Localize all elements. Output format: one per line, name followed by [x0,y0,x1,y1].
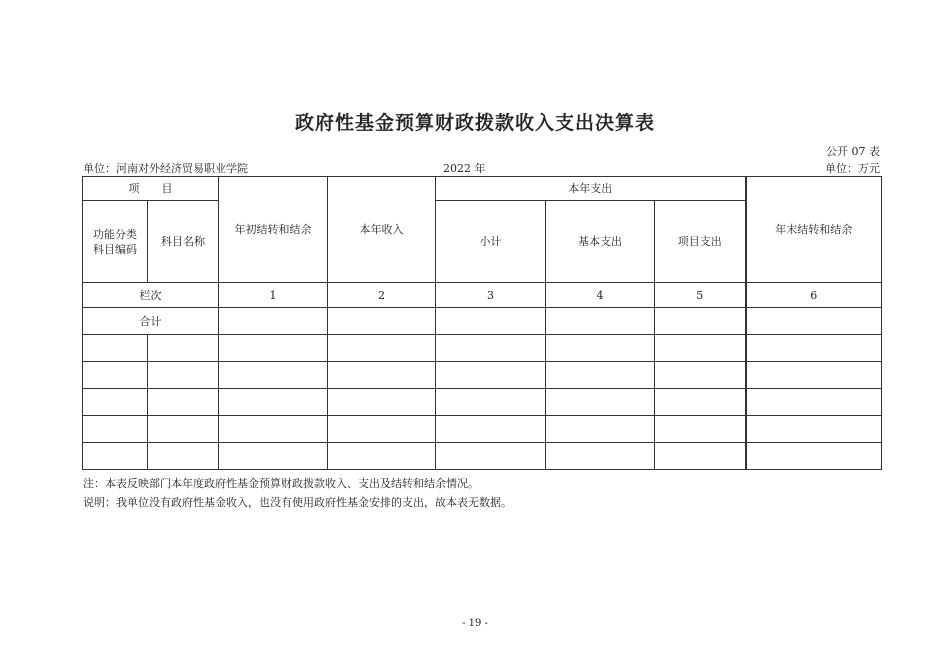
currency-label: 单位：万元 [825,162,880,175]
item-header: 项 目 [83,177,219,201]
table-cell [328,443,436,470]
table-cell [83,389,148,416]
column-number-6: 6 [746,283,882,308]
table-cell [328,389,436,416]
closing-balance-header: 年末结转和结余 [746,177,882,283]
table-cell [219,362,328,389]
table-cell [436,335,546,362]
total-cell [546,308,655,335]
project-expense-header: 项目支出 [655,201,746,283]
table-cell [655,362,746,389]
table-cell [219,443,328,470]
form-number: 公开 07 表 [826,145,880,158]
table-cell [148,389,219,416]
current-income-header: 本年收入 [328,177,436,283]
table-cell [655,416,746,443]
basic-expense-header: 基本支出 [546,201,655,283]
table-cell [148,335,219,362]
opening-balance-header: 年初结转和结余 [219,177,328,283]
column-number-4: 4 [546,283,655,308]
budget-table [82,176,882,470]
func-code-header [83,201,148,283]
table-explanation: 说明：我单位没有政府性基金收入，也没有使用政府性基金安排的支出，故本表无数据。 [83,496,512,509]
table-cell [328,335,436,362]
subtotal-header: 小计 [436,201,546,283]
table-note: 注：本表反映部门本年度政府性基金预算财政拨款收入、支出及结转和结余情况。 [83,477,479,490]
table-cell [219,416,328,443]
table-cell [655,443,746,470]
table-cell [328,416,436,443]
table-cell [219,389,328,416]
table-cell [546,389,655,416]
table-cell [148,362,219,389]
column-number-5: 5 [655,283,746,308]
table-row [83,443,882,470]
table-cell [436,416,546,443]
total-row [83,308,882,335]
table-cell [655,335,746,362]
table-cell [83,416,148,443]
table-cell [83,362,148,389]
column-number-3: 3 [436,283,546,308]
table-cell [746,335,882,362]
table-cell [148,416,219,443]
table-cell [148,443,219,470]
table-cell [746,362,882,389]
page-title: 政府性基金预算财政拨款收入支出决算表 [294,112,655,134]
total-label: 合计 [83,308,219,335]
table-cell [83,443,148,470]
column-number-1: 1 [219,283,328,308]
table-row [83,416,882,443]
table-cell [436,389,546,416]
table-cell [655,389,746,416]
table-cell [219,335,328,362]
page-number: - 19 - [462,618,488,629]
total-cell [219,308,328,335]
table-cell [546,443,655,470]
table-cell [436,443,546,470]
column-number-2: 2 [328,283,436,308]
table-cell [436,362,546,389]
func-code-line2: 科目编码 [93,242,137,256]
func-code-line1: 功能分类 [93,227,137,241]
table-row [83,362,882,389]
table-cell [546,362,655,389]
table-row [83,389,882,416]
table-cell [746,389,882,416]
total-cell [746,308,882,335]
table-cell [546,416,655,443]
table-cell [546,335,655,362]
table-cell [746,443,882,470]
current-expense-header: 本年支出 [436,177,746,201]
total-cell [328,308,436,335]
total-cell [436,308,546,335]
subject-name-header: 科目名称 [148,201,219,283]
table-cell [328,362,436,389]
total-cell [655,308,746,335]
column-label: 栏次 [83,283,219,308]
unit-label: 单位：河南对外经济贸易职业学院 [83,162,248,175]
table-row [83,335,882,362]
year-label: 2022 年 [443,162,486,175]
table-cell [83,335,148,362]
table-cell [746,416,882,443]
